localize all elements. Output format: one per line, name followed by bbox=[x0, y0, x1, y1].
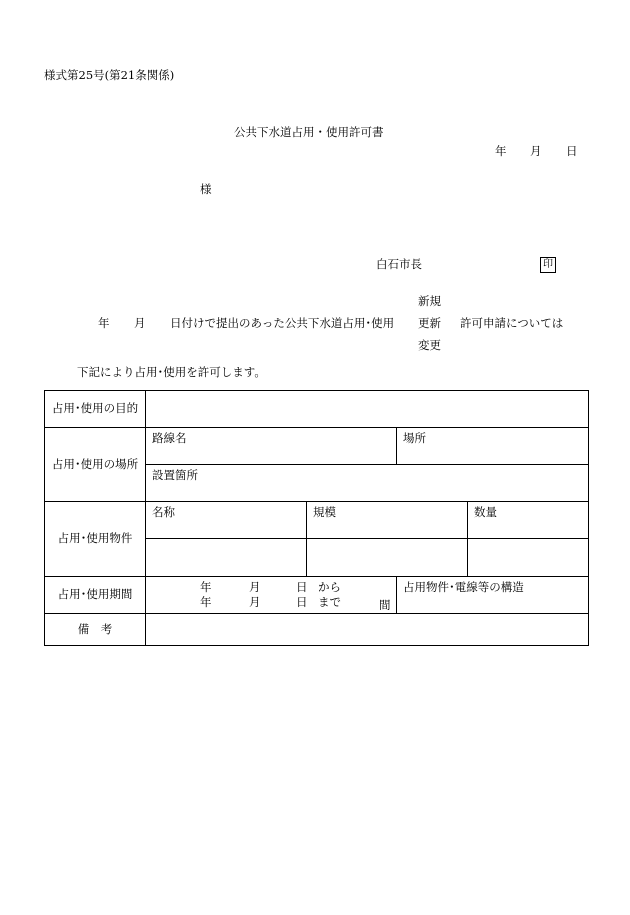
document-title: 公共下水道占用・使用許可書 bbox=[234, 125, 384, 139]
period-between: 間 bbox=[379, 598, 391, 612]
body-text-before: 日付けで提出のあった公共下水道占用･使用 bbox=[170, 316, 395, 330]
seal-stamp: 印 bbox=[540, 257, 556, 273]
period-from-month: 月 bbox=[249, 580, 261, 594]
application-month-label: 月 bbox=[134, 316, 146, 330]
period-to-day: 日 bbox=[296, 595, 308, 609]
period-from-year: 年 bbox=[200, 580, 212, 594]
option-new: 新規 bbox=[418, 294, 441, 308]
period-to-month: 月 bbox=[249, 595, 261, 609]
object-scale-field[interactable] bbox=[307, 539, 468, 577]
remarks-label: 備 考 bbox=[45, 614, 146, 646]
form-number: 様式第25号(第21条関係) bbox=[44, 68, 175, 82]
object-quantity-field[interactable] bbox=[468, 539, 589, 577]
addressee-suffix: 様 bbox=[200, 182, 212, 196]
place-label: 占用･使用の場所 bbox=[45, 428, 146, 502]
purpose-label: 占用･使用の目的 bbox=[45, 391, 146, 428]
issuer-name: 白石市長 bbox=[376, 257, 422, 271]
object-quantity-header bbox=[468, 502, 589, 539]
period-label: 占用･使用期間 bbox=[45, 577, 146, 614]
name-label: 名称 bbox=[152, 505, 175, 519]
object-name-field[interactable] bbox=[146, 539, 307, 577]
structure-label: 占用物件･電線等の構造 bbox=[403, 580, 524, 594]
scale-label: 規模 bbox=[313, 505, 336, 519]
period-field[interactable] bbox=[146, 577, 397, 614]
object-name-header bbox=[146, 502, 307, 539]
permit-table bbox=[44, 390, 589, 646]
period-to-year: 年 bbox=[200, 595, 212, 609]
installation-label: 設置箇所 bbox=[152, 468, 198, 482]
structure-field[interactable] bbox=[397, 577, 589, 614]
remarks-field[interactable] bbox=[146, 614, 589, 646]
location-label: 場所 bbox=[403, 431, 426, 445]
object-scale-header bbox=[307, 502, 468, 539]
route-name-field[interactable] bbox=[146, 428, 397, 465]
purpose-field[interactable] bbox=[146, 391, 589, 428]
installation-field[interactable] bbox=[146, 465, 589, 502]
quantity-label: 数量 bbox=[474, 505, 497, 519]
option-change: 変更 bbox=[418, 338, 441, 352]
application-year-label: 年 bbox=[98, 316, 110, 330]
issue-year-label: 年 bbox=[495, 144, 507, 158]
period-from-day: 日 bbox=[296, 580, 308, 594]
option-renewal: 更新 bbox=[418, 316, 441, 330]
period-from-suffix: から bbox=[318, 580, 341, 594]
issue-month-label: 月 bbox=[530, 144, 542, 158]
body-line-2: 下記により占用･使用を許可します。 bbox=[77, 365, 266, 379]
object-label: 占用･使用物件 bbox=[45, 502, 146, 577]
period-to-suffix: まで bbox=[318, 595, 341, 609]
body-text-after: 許可申請については bbox=[460, 316, 564, 330]
issue-day-label: 日 bbox=[566, 144, 578, 158]
route-name-label: 路線名 bbox=[152, 431, 187, 445]
location-field[interactable] bbox=[397, 428, 589, 465]
